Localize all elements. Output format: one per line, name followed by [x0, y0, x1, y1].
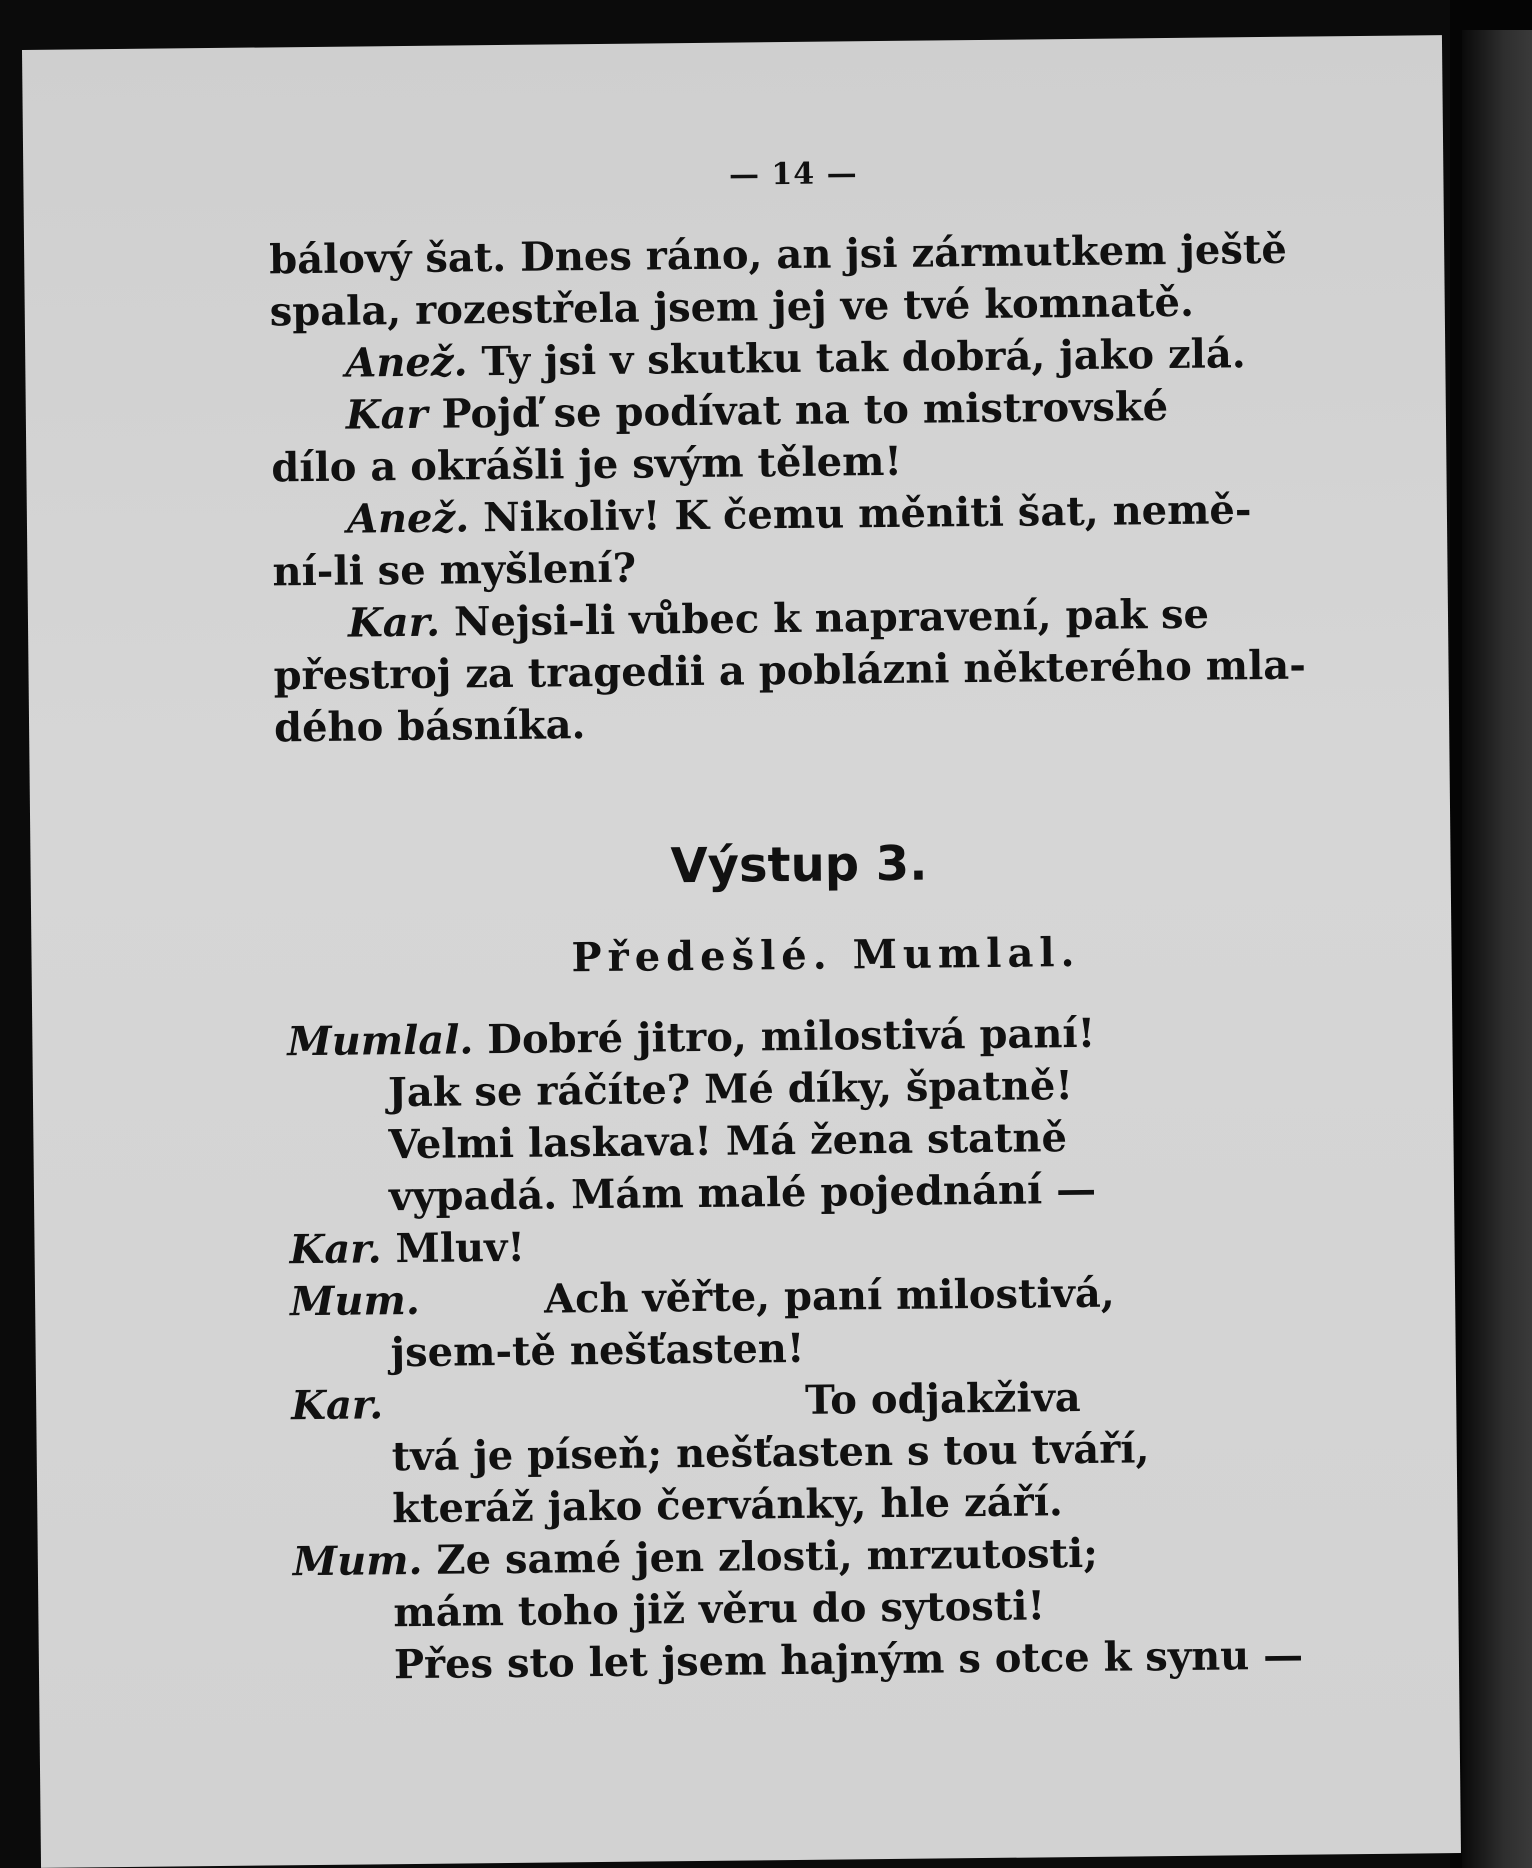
verse-line [293, 1529, 1099, 1587]
verse-text: vypadá. Mám malé pojednání — [388, 1165, 1097, 1221]
prose-line [274, 700, 586, 753]
verse-line [391, 1424, 1149, 1482]
verse-text: Ach věřte, paní milostivá, [543, 1269, 1115, 1323]
prose-text: ní-li se myšlení? [272, 544, 637, 596]
prose-text: Nikoliv! K čemu měniti šat, nemě- [482, 486, 1252, 542]
scene-heading: Výstup 3. [670, 835, 928, 895]
verse-text: Velmi laskava! Má žena statně [388, 1114, 1068, 1169]
verse-line [390, 1324, 804, 1378]
prose-text: dého básníka. [273, 701, 586, 752]
page-number: — 14 — [728, 156, 858, 193]
prose-line [346, 382, 1169, 441]
adjacent-page-edge [1462, 30, 1532, 1868]
speaker-name: Anež. [345, 338, 468, 387]
verse-line [388, 1061, 1073, 1118]
speaker-name: Kar [345, 390, 428, 439]
prose-text: bálový šat. Dnes ráno, an jsi zármutkem ještě [268, 225, 1288, 284]
verse-line [287, 1009, 1095, 1067]
speaker-name: Kar. [289, 1225, 382, 1274]
book-page [22, 35, 1461, 1868]
verse-line [290, 1269, 1115, 1328]
prose-line [348, 590, 1209, 649]
prose-text: přestroj za tragedii a poblázni některého mla- [273, 641, 1307, 700]
verse-text: tvá je píseň; nešťasten s tou tváří, [391, 1425, 1150, 1481]
verse-text: Dobré jitro, milostivá paní! [487, 1009, 1096, 1064]
verse-text: Ze samé jen zlosti, mrzutosti; [436, 1529, 1099, 1584]
speaker-name: Anež. [346, 494, 470, 543]
prose-text: Pojď se podívat na to mistrovské [441, 383, 1169, 438]
scene-cast: Předešlé. Mumlal. [571, 928, 1081, 982]
verse-line [393, 1581, 1045, 1638]
prose-line [347, 485, 1252, 544]
verse-text: Mluv! [395, 1223, 526, 1273]
verse-line [392, 1477, 1063, 1534]
verse-line [389, 1165, 1097, 1222]
prose-text: Ty jsi v skutku tak dobrá, jako zlá. [481, 330, 1246, 386]
prose-text: Nejsi-li vůbec k napravení, pak se [453, 590, 1210, 646]
prose-line [272, 544, 636, 598]
speaker-name: Kar. [347, 598, 441, 647]
speaker-name: Mumlal. [287, 1016, 474, 1066]
prose-line [269, 278, 1194, 338]
verse-text: mám toho již věru do sytosti! [393, 1582, 1046, 1637]
prose-line [271, 437, 902, 494]
verse-line [289, 1223, 525, 1275]
verse-text: kteráž jako červánky, hle září. [392, 1478, 1064, 1533]
verse-line [388, 1113, 1067, 1170]
verse-line [394, 1631, 1304, 1691]
prose-text: spala, rozestřela jsem jej ve tvé komnatě. [269, 278, 1195, 336]
verse-line [291, 1373, 1081, 1431]
speaker-name: Mum. [289, 1276, 420, 1326]
prose-line [268, 225, 1288, 285]
prose-text: dílo a okrášli je svým tělem! [271, 437, 903, 492]
speaker-name: Kar. [290, 1381, 384, 1430]
verse-text: To odjakživa [804, 1373, 1081, 1424]
prose-line [273, 641, 1306, 702]
verse-text: Jak se ráčíte? Mé díky, špatně! [387, 1062, 1074, 1117]
prose-line [345, 329, 1246, 388]
verse-text: Přes sto let jsem hajným s otce k synu — [393, 1631, 1304, 1689]
speaker-name: Mum. [292, 1536, 423, 1586]
verse-text: jsem-tě nešťasten! [390, 1324, 805, 1377]
